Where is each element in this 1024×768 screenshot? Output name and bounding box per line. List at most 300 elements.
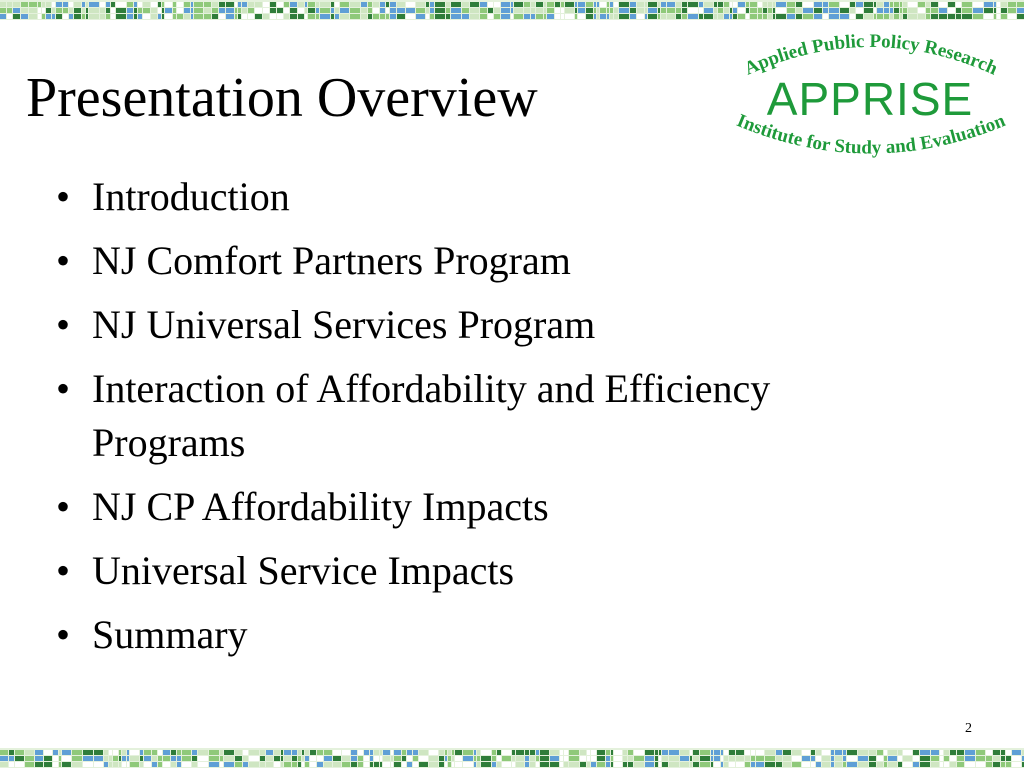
border-tile: [973, 8, 983, 13]
border-tile: [900, 8, 902, 13]
top-border-pattern: [0, 0, 1024, 20]
border-tile: [569, 750, 579, 755]
border-tile: [15, 762, 24, 767]
border-tile: [429, 762, 438, 767]
border-tile: [869, 762, 876, 767]
border-tile: [435, 8, 445, 13]
border-tile: [480, 14, 487, 19]
border-tile: [682, 8, 687, 13]
border-tile: [59, 750, 61, 755]
border-tile: [550, 750, 559, 755]
border-tile: [127, 762, 129, 767]
border-tile: [511, 14, 513, 19]
border-tile: [714, 756, 720, 761]
border-tile: [277, 8, 283, 13]
border-tile: [212, 8, 218, 13]
border-tile: [298, 750, 301, 755]
border-tile: [637, 14, 644, 19]
border-tile: [292, 762, 297, 767]
border-tile: [765, 750, 775, 755]
border-tile: [281, 762, 283, 767]
border-tile: [430, 14, 434, 19]
border-tile: [690, 762, 692, 767]
border-tile: [864, 8, 873, 13]
border-tile: [290, 8, 297, 13]
border-tile: [531, 14, 535, 19]
border-tile: [645, 8, 647, 13]
border-tile: [531, 8, 535, 13]
border-tile: [192, 762, 197, 767]
border-tile: [898, 756, 902, 761]
border-tile: [370, 750, 373, 755]
border-tile: [439, 756, 444, 761]
border-tile: [63, 2, 68, 7]
border-tile: [903, 750, 912, 755]
border-tile: [688, 8, 698, 13]
border-tile: [364, 750, 369, 755]
border-tile: [847, 750, 857, 755]
border-tile: [350, 14, 360, 19]
border-tile: [116, 2, 126, 7]
border-tile: [711, 756, 713, 761]
border-tile: [497, 756, 501, 761]
border-tile: [597, 762, 605, 767]
border-tile: [667, 8, 675, 13]
agenda-item: [52, 362, 892, 470]
border-tile: [122, 756, 126, 761]
border-tile: [380, 8, 385, 13]
border-tile: [658, 2, 660, 7]
border-tile: [704, 8, 713, 13]
border-tile: [15, 750, 24, 755]
border-tile: [920, 756, 930, 761]
border-tile: [138, 14, 142, 19]
border-tile: [361, 14, 367, 19]
border-tile: [83, 750, 93, 755]
border-tile: [281, 750, 283, 755]
border-tile: [364, 756, 369, 761]
border-tile: [82, 2, 85, 7]
border-tile: [72, 756, 82, 761]
border-tile: [659, 750, 661, 755]
border-tile: [997, 8, 1000, 13]
border-tile: [547, 14, 554, 19]
border-tile: [676, 14, 681, 19]
border-tile: [918, 8, 925, 13]
border-tile: [63, 14, 68, 19]
border-tile: [756, 750, 764, 755]
border-tile: [750, 14, 757, 19]
border-tile: [138, 2, 142, 7]
border-tile: [46, 2, 51, 7]
border-tile: [270, 14, 276, 19]
border-tile: [659, 762, 661, 767]
border-tile: [446, 2, 450, 7]
border-tile: [736, 762, 744, 767]
border-tile: [939, 8, 947, 13]
border-tile: [204, 2, 211, 7]
border-tile: [502, 762, 511, 767]
border-tile: [0, 2, 6, 7]
border-tile: [634, 750, 644, 755]
border-tile: [481, 750, 491, 755]
border-tile: [1001, 762, 1005, 767]
border-tile: [116, 14, 126, 19]
border-tile: [220, 756, 223, 761]
border-tile: [565, 8, 574, 13]
border-tile: [111, 14, 115, 19]
apprise-logo-graphic: [728, 26, 1012, 176]
border-tile: [628, 750, 633, 755]
border-tile: [274, 750, 280, 755]
border-tile: [578, 2, 585, 7]
border-tile: [669, 756, 679, 761]
agenda-item: [52, 234, 892, 288]
border-tile: [931, 762, 939, 767]
border-tile: [298, 2, 304, 7]
border-tile: [645, 2, 647, 7]
border-tile: [514, 14, 523, 19]
border-tile: [82, 14, 85, 19]
border-tile: [59, 762, 61, 767]
border-tile: [130, 750, 139, 755]
border-tile: [856, 8, 863, 13]
border-tile: [877, 8, 883, 13]
border-tile: [634, 756, 644, 761]
border-tile: [1017, 8, 1024, 13]
border-tile: [1008, 8, 1016, 13]
border-tile: [645, 14, 647, 19]
border-tile: [648, 8, 657, 13]
border-tile: [351, 762, 357, 767]
border-tile: [619, 2, 629, 7]
border-tile: [561, 14, 564, 19]
border-tile: [829, 8, 839, 13]
border-tile: [1012, 762, 1021, 767]
border-tile: [56, 8, 62, 13]
border-tile: [931, 750, 939, 755]
border-tile: [44, 762, 52, 767]
border-tile: [502, 756, 511, 761]
border-tile: [661, 2, 666, 7]
border-tile: [803, 2, 813, 7]
border-tile: [260, 756, 265, 761]
border-tile: [586, 14, 593, 19]
border-tile: [680, 756, 689, 761]
border-tile: [274, 762, 280, 767]
border-tile: [407, 750, 412, 755]
border-tile: [926, 8, 930, 13]
border-tile: [903, 2, 907, 7]
border-tile: [386, 2, 389, 7]
border-tile: [419, 762, 428, 767]
border-tile: [52, 2, 55, 7]
border-tile: [470, 14, 479, 19]
border-tile: [877, 2, 883, 7]
border-tile: [948, 2, 955, 7]
border-tile: [984, 14, 993, 19]
border-tile: [191, 8, 193, 13]
border-tile: [158, 8, 161, 13]
agenda-item: [52, 298, 892, 352]
border-tile: [310, 762, 316, 767]
border-tile: [965, 756, 975, 761]
border-tile: [184, 2, 190, 7]
border-tile: [931, 2, 938, 7]
border-tile: [746, 2, 749, 7]
border-tile: [413, 762, 418, 767]
border-tile: [997, 14, 1000, 19]
border-tile: [835, 762, 842, 767]
border-tile: [714, 8, 717, 13]
border-tile: [391, 762, 393, 767]
border-tile: [976, 762, 985, 767]
border-tile: [204, 8, 211, 13]
border-tile: [310, 750, 316, 755]
border-tile: [669, 750, 679, 755]
border-tile: [811, 756, 815, 761]
border-tile: [302, 762, 304, 767]
border-tile: [106, 8, 110, 13]
border-tile: [561, 2, 564, 7]
border-tile: [446, 14, 450, 19]
border-tile: [9, 750, 14, 755]
border-tile: [165, 8, 172, 13]
border-tile: [320, 2, 330, 7]
border-tile: [516, 756, 524, 761]
border-tile: [235, 8, 237, 13]
border-tile: [235, 750, 242, 755]
border-tile: [898, 750, 902, 755]
border-tile: [874, 14, 876, 19]
border-tile: [913, 756, 919, 761]
border-tile: [397, 2, 405, 7]
border-tile: [648, 14, 657, 19]
border-tile: [597, 756, 605, 761]
border-tile: [402, 762, 406, 767]
border-tile: [994, 8, 996, 13]
border-tile: [63, 8, 68, 13]
border-tile: [94, 750, 103, 755]
border-tile: [373, 2, 379, 7]
border-tile: [342, 762, 350, 767]
border-tile: [733, 14, 737, 19]
border-tile: [614, 762, 622, 767]
border-tile: [21, 8, 28, 13]
border-tile: [903, 762, 912, 767]
border-tile: [623, 762, 627, 767]
border-tile: [106, 14, 110, 19]
border-tile: [1001, 2, 1007, 7]
border-tile: [816, 750, 821, 755]
border-tile: [550, 756, 559, 761]
border-tile: [894, 14, 899, 19]
border-tile: [62, 750, 71, 755]
apprise-logo: [728, 26, 1012, 176]
border-tile: [212, 2, 218, 7]
border-tile: [35, 762, 43, 767]
border-tile: [122, 762, 126, 767]
border-tile: [413, 756, 418, 761]
border-tile: [614, 750, 622, 755]
border-tile: [792, 750, 801, 755]
border-tile: [320, 14, 330, 19]
border-tile: [536, 756, 539, 761]
border-tile: [390, 14, 396, 19]
border-tile: [884, 756, 887, 761]
border-tile: [86, 14, 88, 19]
border-tile: [1008, 2, 1016, 7]
border-tile: [993, 762, 1000, 767]
border-tile: [198, 756, 208, 761]
border-tile: [976, 750, 985, 755]
border-tile: [439, 762, 444, 767]
border-tile: [811, 762, 815, 767]
bullet-dot: •: [56, 484, 71, 529]
bullet-dot: •: [56, 366, 71, 411]
border-tile: [547, 2, 554, 7]
bottom-border-band: [0, 748, 1024, 768]
border-tile: [138, 8, 142, 13]
border-tile: [324, 762, 332, 767]
border-tile: [600, 14, 606, 19]
border-tile: [290, 2, 297, 7]
border-tile: [822, 750, 830, 755]
border-tile: [787, 2, 795, 7]
border-tile: [42, 2, 45, 7]
border-tile: [944, 762, 949, 767]
border-tile: [926, 2, 930, 7]
border-tile: [908, 8, 917, 13]
border-tile: [714, 2, 717, 7]
border-tile: [305, 762, 309, 767]
border-tile: [333, 762, 341, 767]
border-tile: [266, 756, 273, 761]
border-tile: [59, 756, 61, 761]
border-tile: [406, 14, 415, 19]
border-tile: [69, 2, 73, 7]
border-tile: [858, 762, 868, 767]
border-tile: [662, 762, 668, 767]
border-tile: [884, 750, 887, 755]
border-tile: [109, 750, 112, 755]
border-tile: [630, 2, 636, 7]
border-tile: [501, 8, 510, 13]
border-tile: [587, 756, 590, 761]
border-tile: [994, 2, 996, 7]
border-tile: [993, 750, 1000, 755]
agenda-item: [52, 170, 892, 224]
border-tile: [502, 750, 511, 755]
border-tile: [843, 756, 846, 761]
border-tile: [1001, 750, 1005, 755]
border-tile: [655, 750, 658, 755]
border-tile: [843, 750, 846, 755]
border-tile: [903, 756, 912, 761]
border-tile: [724, 750, 728, 755]
border-tile: [957, 762, 964, 767]
border-tile: [474, 750, 476, 755]
border-tile: [492, 750, 496, 755]
border-tile: [803, 14, 813, 19]
border-tile: [350, 2, 360, 7]
border-tile: [144, 756, 151, 761]
border-tile: [718, 2, 723, 7]
border-tile: [29, 2, 37, 7]
border-tile: [776, 756, 782, 761]
border-tile: [72, 762, 82, 767]
border-tile: [383, 762, 390, 767]
border-tile: [435, 14, 445, 19]
border-tile: [52, 8, 55, 13]
border-tile: [729, 750, 735, 755]
border-tile: [984, 2, 993, 7]
border-tile: [62, 762, 71, 767]
border-tile: [494, 2, 500, 7]
border-tile: [165, 14, 172, 19]
border-tile: [109, 762, 112, 767]
border-tile: [512, 750, 515, 755]
border-tile: [890, 2, 893, 7]
border-tile: [163, 750, 170, 755]
border-tile: [575, 2, 577, 7]
border-tile: [100, 14, 105, 19]
border-tile: [939, 14, 947, 19]
border-tile: [89, 14, 99, 19]
border-tile: [317, 750, 323, 755]
border-tile: [898, 762, 902, 767]
border-tile: [402, 756, 406, 761]
border-tile: [682, 2, 687, 7]
border-tile: [308, 8, 315, 13]
border-tile: [729, 756, 735, 761]
border-tile: [451, 8, 461, 13]
border-tile: [361, 8, 367, 13]
border-tile: [516, 762, 524, 767]
border-tile: [662, 750, 668, 755]
border-tile: [724, 762, 728, 767]
border-tile: [238, 8, 241, 13]
border-tile: [920, 750, 930, 755]
border-tile: [177, 14, 183, 19]
border-tile: [480, 8, 487, 13]
border-tile: [260, 750, 265, 755]
border-tile: [746, 14, 749, 19]
border-tile: [335, 8, 339, 13]
border-tile: [284, 762, 291, 767]
border-tile: [776, 2, 786, 7]
border-tile: [783, 750, 791, 755]
border-tile: [986, 750, 992, 755]
border-tile: [758, 14, 762, 19]
border-tile: [316, 2, 319, 7]
border-tile: [768, 14, 772, 19]
border-tile: [1001, 8, 1007, 13]
border-tile: [281, 756, 283, 761]
border-tile: [575, 14, 577, 19]
border-tile: [374, 756, 379, 761]
border-tile: [956, 14, 961, 19]
border-tile: [451, 2, 461, 7]
border-tile: [350, 8, 360, 13]
border-tile: [758, 2, 762, 7]
border-tile: [973, 2, 983, 7]
border-tile: [997, 2, 1000, 7]
border-tile: [474, 762, 476, 767]
agenda-item: [52, 608, 892, 662]
border-tile: [226, 8, 234, 13]
border-tile: [591, 756, 596, 761]
